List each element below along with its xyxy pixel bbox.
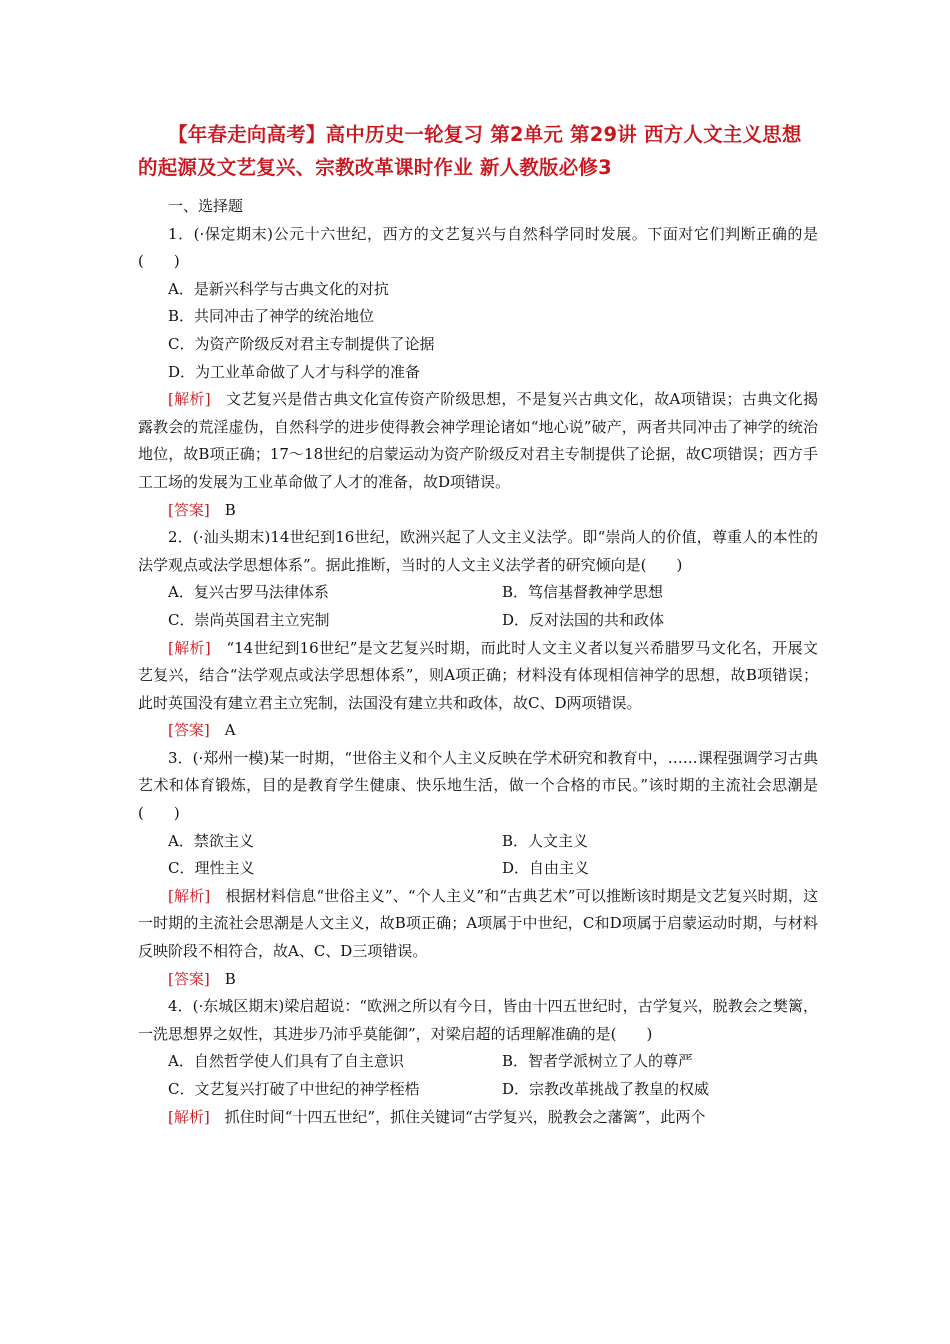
question-2 [138, 524, 818, 745]
option: B．共同冲击了神学的统治地位 [168, 307, 375, 326]
question-4 [138, 993, 818, 1131]
option-row [138, 607, 818, 635]
analysis-text: 文艺复兴是借古典文化宣传资产阶级思想，不是复兴古典文化，故A项错误；古典文化揭露教会的荒淫虚伪，自然科学的进步使得教会神学理论诸如“地心说”破产，两者共同冲击了神学的统治地位，故B项正确；17～18世纪的启蒙运动为资产阶级反对君主专制提供了论据，故C项错误；西方手工工场的发展为工业革命做了人才的准备，故D项错误。 [138, 390, 818, 491]
question-stem: 4．(·东城区期末)梁启超说：“欧洲之所以有今日，皆由十四五世纪时，古学复兴，脱教会之樊篱，一洗思想界之奴性，其进步乃沛乎莫能御”，对梁启超的话理解准确的是( ) [138, 997, 818, 1043]
document-title: 【年春走向高考】高中历史一轮复习 第2单元 第29讲 西方人文主义思想的起源及文艺复兴、宗教改革课时作业 新人教版必修3 [138, 123, 802, 179]
option: D．宗教改革挑战了教皇的权威 [502, 1080, 710, 1098]
option: C．崇尚英国君主立宪制 [168, 610, 330, 629]
analysis-paragraph [138, 386, 818, 496]
answer-line [138, 717, 818, 745]
analysis-tag: [解析] [168, 886, 211, 905]
option: A．禁欲主义 [168, 831, 254, 850]
question-stem: 2．(·汕头期末)14世纪到16世纪，欧洲兴起了人文主义法学。即“崇尚人的价值，尊重人的本性的法学观点或法学思想体系”。据此推断，当时的人文主义法学者的研究倾向是( ) [138, 528, 818, 574]
option: D．自由主义 [502, 859, 590, 878]
analysis-paragraph [138, 883, 818, 966]
option: C．文艺复兴打破了中世纪的神学桎梏 [168, 1080, 420, 1098]
analysis-tag: [解析] [168, 1107, 210, 1126]
option-row [138, 1048, 818, 1076]
option: A．是新兴科学与古典文化的对抗 [168, 279, 389, 298]
option: C．理性主义 [168, 859, 255, 878]
question-3 [138, 745, 818, 993]
answer-tag: [答案] [168, 500, 210, 519]
question-stem: 3．(·郑州一模)某一时期，“世俗主义和个人主义反映在学术研究和教育中，……课程强调学习古典艺术和体育锻炼，目的是教育学生健康、快乐地生活，做一个合格的市民。”该时期的主流社会思潮是( ) [138, 748, 818, 823]
analysis-paragraph [138, 635, 818, 718]
analysis-text: “14世纪到16世纪”是文艺复兴时期，而此时人文主义者以复兴希腊罗马文化名，开展文艺复兴，结合“法学观点或法学思想体系”，则A项正确；材料没有体现相信神学的思想，故B项错误；此时英国没有建立君主立宪制，法国没有建立共和政体，故C、D两项错误。 [138, 638, 818, 712]
answer-value: B [224, 969, 236, 988]
option-row [138, 579, 818, 607]
document-body [138, 193, 818, 1131]
option: C．为资产阶级反对君主专制提供了论据 [168, 334, 435, 353]
option: D．为工业革命做了人才与科学的准备 [168, 362, 421, 381]
option-row [138, 855, 818, 883]
analysis-paragraph [138, 1104, 818, 1132]
option: D．反对法国的共和政体 [502, 610, 665, 629]
question-stem: 1．(·保定期末)公元十六世纪，西方的文艺复兴与自然科学同时发展。下面对它们判断正确的是( ) [138, 224, 818, 271]
option-row [138, 828, 818, 856]
answer-tag: [答案] [168, 721, 210, 740]
option: B．智者学派树立了人的尊严 [502, 1052, 694, 1071]
option-row [138, 1076, 818, 1104]
answer-value: A [224, 721, 236, 740]
answer-line [138, 966, 818, 994]
option: A．自然哲学使人们具有了自主意识 [168, 1052, 404, 1071]
analysis-tag: [解析] [168, 390, 211, 409]
question-1 [138, 221, 818, 525]
analysis-text: 抓住时间“十四五世纪”，抓住关键词“古学复兴，脱教会之藩篱”，此两个 [224, 1107, 706, 1126]
option: B．人文主义 [502, 831, 589, 850]
option: B．笃信基督教神学思想 [502, 583, 664, 602]
analysis-tag: [解析] [168, 638, 211, 657]
option: A．复兴古罗马法律体系 [168, 583, 329, 602]
section-heading: 一、选择题 [168, 197, 244, 215]
answer-line [138, 497, 818, 525]
answer-tag: [答案] [168, 969, 210, 988]
answer-value: B [224, 500, 236, 519]
analysis-text: 根据材料信息“世俗主义”、“个人主义”和“古典艺术”可以推断该时期是文艺复兴时期，这一时期的主流社会思潮是人文主义，故B项正确；A项属于中世纪，C和D项属于启蒙运动时期，与材料反映阶段不相符合，故A、C、D三项错误。 [138, 886, 818, 961]
